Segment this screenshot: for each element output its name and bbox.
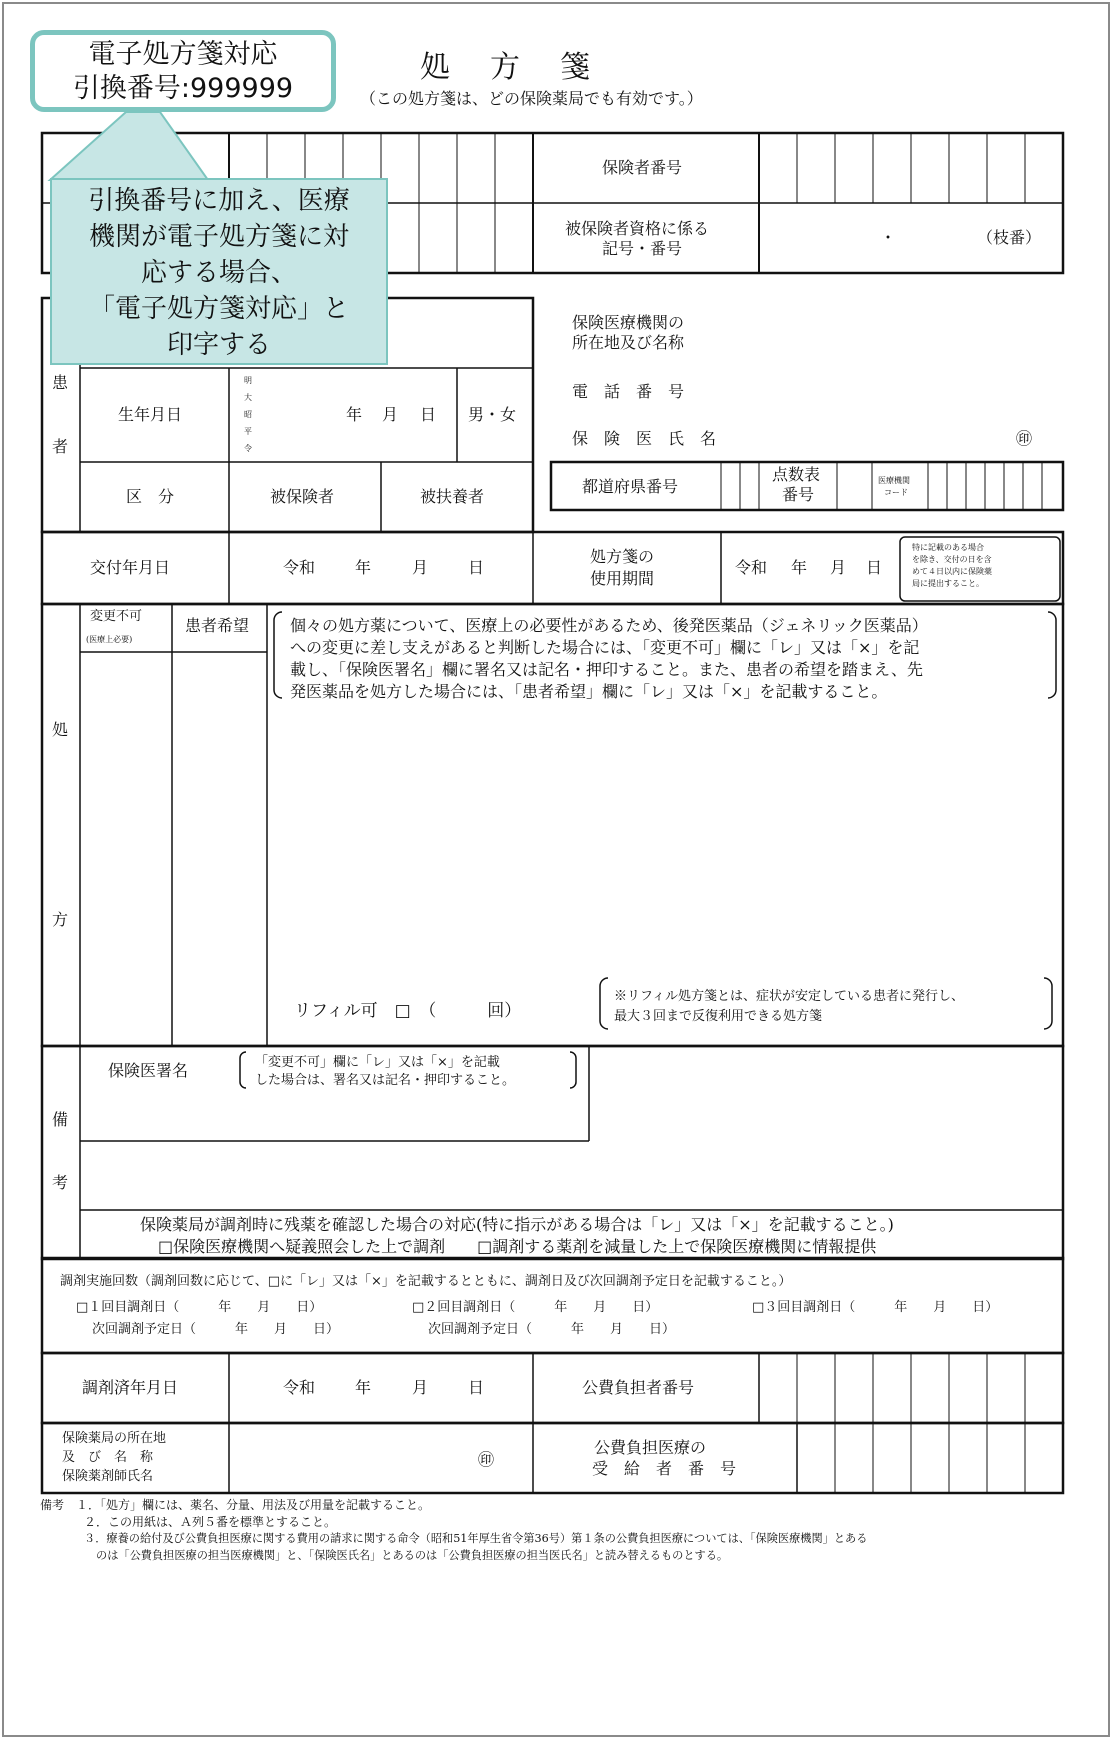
patient-wish-label: 患者希望 bbox=[185, 616, 250, 635]
birth-month: 月 bbox=[382, 405, 399, 424]
patient-label-1: 患 bbox=[52, 373, 69, 392]
institution-address-line1: 保険医療機関の bbox=[572, 313, 685, 332]
pharmacy-line3: 保険薬剤師氏名 bbox=[62, 1469, 154, 1484]
institution-code-line1: 医療機関 bbox=[878, 476, 910, 485]
birth-year: 年 bbox=[346, 405, 363, 424]
branch-label: （枝番） bbox=[977, 228, 1042, 247]
remarks-label-1: 備 bbox=[52, 1110, 69, 1129]
validity-day: 日 bbox=[866, 558, 883, 577]
refill-note-2: 最大３回まで反復利用できる処方箋 bbox=[614, 1009, 823, 1024]
dispensed-day: 日 bbox=[468, 1378, 485, 1397]
public-payer-label-2: 公費負担者番号 bbox=[582, 1378, 695, 1397]
prescription-label-1: 処 bbox=[52, 720, 69, 739]
generic-note-1: 個々の処方薬について、医療上の必要性があるため、後発医薬品（ジェネリック医薬品） bbox=[290, 616, 928, 635]
e-prescription-badge bbox=[30, 30, 336, 112]
validity-note-4: 局に提出すること。 bbox=[912, 579, 984, 588]
issue-month: 月 bbox=[412, 558, 429, 577]
dispense-2: □２回目調剤日（ 年 月 日） bbox=[412, 1300, 659, 1315]
page-title: 処方箋 bbox=[420, 50, 630, 85]
residual-options: □保険医療機関へ疑義照会した上で調剤 □調剤する薬剤を減量した上で保険医療機関に情報提供 bbox=[158, 1237, 877, 1256]
footnote-4: のは「公費負担医療の担当医療機関」と、「保険医氏名」とあるのは「公費負担医療の担当医氏名」と読み替えるものとする。 bbox=[96, 1549, 729, 1562]
dispensed-reiwa: 令和 bbox=[283, 1378, 316, 1397]
doctor-name-label: 保 険 医 氏 名 bbox=[572, 429, 717, 448]
validity-line2: 使用期間 bbox=[590, 569, 655, 588]
patient-label-2: 者 bbox=[52, 437, 69, 456]
insured-symbol-line1: 被保険者資格に係る bbox=[565, 219, 710, 238]
residual-label: 保険薬局が調剤時に残薬を確認した場合の対応(特に指示がある場合は「レ」又は「×」を記載すること。) bbox=[140, 1215, 894, 1234]
era-taisho: 大 bbox=[244, 393, 252, 402]
issue-reiwa: 令和 bbox=[283, 558, 316, 577]
dispense-3: □３回目調剤日（ 年 月 日） bbox=[752, 1300, 999, 1315]
institution-code-line2: コード bbox=[884, 488, 908, 497]
validity-month: 月 bbox=[830, 558, 847, 577]
dispensed-year: 年 bbox=[355, 1378, 372, 1397]
generic-note-3: 載し、「保険医署名」欄に署名又は記名・押印すること。また、患者の希望を踏まえ、先 bbox=[290, 660, 923, 679]
generic-note-2: への変更に差し支えがあると判断した場合には、「変更不可」欄に「レ」又は「×」を記 bbox=[290, 638, 920, 657]
dependent-label: 被扶養者 bbox=[420, 487, 485, 506]
recipient-no-line2: 受 給 者 番 号 bbox=[592, 1459, 737, 1478]
no-change-label: 変更不可 bbox=[90, 609, 143, 624]
annotation-note bbox=[50, 178, 388, 365]
recipient-no-line1: 公費負担医療の bbox=[594, 1438, 707, 1457]
footnote-1: 備考 １．「処方」欄には、薬名、分量、用法及び用量を記載すること。 bbox=[40, 1498, 431, 1512]
note-line-2: 機関が電子処方箋に対 bbox=[88, 222, 349, 252]
pharmacist-seal: ㊞ bbox=[478, 1450, 495, 1469]
dispensed-date-label: 調剤済年月日 bbox=[82, 1378, 179, 1397]
era-meiji: 明 bbox=[244, 376, 252, 385]
doctor-signature-label: 保険医署名 bbox=[108, 1061, 189, 1080]
era-showa: 昭 bbox=[244, 410, 252, 419]
generic-note-4: 発医薬品を処方した場合には、「患者希望」欄に「レ」又は「×」を記載すること。 bbox=[290, 682, 888, 701]
note-line-5: 印字する bbox=[166, 330, 271, 360]
refill-field: リフィル可 □ （ 回） bbox=[294, 1001, 522, 1021]
no-change-sub: (医療上必要) bbox=[86, 635, 133, 644]
signature-note-2: した場合は、署名又は記名・押印すること。 bbox=[255, 1073, 516, 1088]
badge-line-1: 電子処方箋対応 bbox=[88, 39, 278, 70]
signature-note-1: 「変更不可」欄に「レ」又は「×」を記載 bbox=[255, 1055, 500, 1070]
pharmacy-line2: 及 び 名 称 bbox=[62, 1450, 154, 1465]
category-label: 区 分 bbox=[126, 487, 175, 506]
dispense-count-label: 調剤実施回数（調剤回数に応じて、□に「レ」又は「×」を記載するとともに、調剤日及び次回調剤予定日を記載すること。） bbox=[60, 1274, 792, 1289]
issue-date-label: 交付年月日 bbox=[90, 558, 171, 577]
validity-note-2: を除き、交付の日を含 bbox=[912, 555, 992, 564]
footnote-2: ２．この用紙は、Ａ列５番を標準とすること。 bbox=[84, 1515, 337, 1529]
prefecture-number-label: 都道府県番号 bbox=[582, 477, 679, 496]
doctor-seal: ㊞ bbox=[1016, 429, 1033, 448]
badge-line-2: 引換番号:999999 bbox=[72, 73, 294, 104]
phone-label: 電 話 番 号 bbox=[572, 382, 685, 401]
insured-label: 被保険者 bbox=[270, 487, 335, 506]
dispensed-month: 月 bbox=[412, 1378, 429, 1397]
dispense-1: □１回目調剤日（ 年 月 日） bbox=[76, 1300, 323, 1315]
note-line-3: 応する場合、 bbox=[140, 258, 297, 288]
issue-day: 日 bbox=[468, 558, 485, 577]
validity-reiwa: 令和 bbox=[735, 558, 768, 577]
birth-day: 日 bbox=[420, 405, 437, 424]
refill-note-1: ※リフィル処方箋とは、症状が安定している患者に発行し、 bbox=[614, 989, 964, 1004]
birth-date-label: 生年月日 bbox=[118, 405, 183, 424]
remarks-label-2: 考 bbox=[52, 1173, 69, 1192]
era-heisei: 平 bbox=[244, 427, 252, 436]
note-line-1: 引換番号に加え、医療 bbox=[88, 186, 350, 216]
next-date-2: 次回調剤予定日（ 年 月 日） bbox=[428, 1322, 676, 1337]
note-line-4: 「電子処方箋対応」と bbox=[88, 294, 349, 324]
pharmacy-line1: 保険薬局の所在地 bbox=[62, 1431, 167, 1446]
page-subtitle: （この処方箋は、どの保険薬局でも有効です。） bbox=[360, 89, 703, 108]
separator-dot: ・ bbox=[880, 228, 897, 247]
institution-address-line2: 所在地及び名称 bbox=[572, 333, 685, 352]
validity-year: 年 bbox=[791, 558, 808, 577]
era-reiwa: 令 bbox=[244, 444, 252, 453]
issue-year: 年 bbox=[355, 558, 372, 577]
validity-note-3: めて４日以内に保険薬 bbox=[912, 567, 992, 576]
prescription-label-2: 方 bbox=[52, 910, 69, 929]
footnote-3: ３．療養の給付及び公費負担医療に関する費用の請求に関する命令（昭和51年厚生省令第36号）第１条の公費負担医療については、「保険医療機関」とある bbox=[84, 1532, 868, 1545]
score-table-line2: 番号 bbox=[782, 485, 815, 504]
score-table-line1: 点数表 bbox=[772, 465, 821, 484]
insurer-number-label: 保険者番号 bbox=[602, 158, 683, 177]
gender-label: 男・女 bbox=[468, 405, 517, 424]
validity-line1: 処方箋の bbox=[590, 547, 655, 566]
validity-note-1: 特に記載のある場合 bbox=[912, 543, 984, 552]
next-date-1: 次回調剤予定日（ 年 月 日） bbox=[92, 1322, 340, 1337]
insured-symbol-line2: 記号・番号 bbox=[602, 239, 683, 258]
